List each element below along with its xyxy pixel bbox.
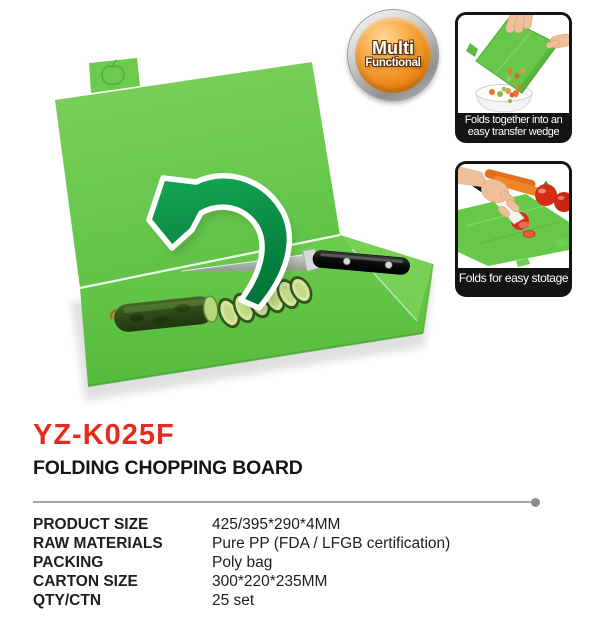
spec-label: PACKING [33, 554, 104, 571]
caption-line: Folds together into an [464, 114, 563, 126]
inset-transfer-wedge-photo [458, 15, 569, 113]
spec-value: 425/395*290*4MM [212, 516, 341, 533]
spec-value: Pure PP (FDA / LFGB certification) [212, 535, 451, 552]
caption-line: Folds for easy stotage [458, 271, 569, 285]
spec-row [33, 515, 573, 534]
product-code: YZ-K025F [33, 419, 175, 451]
spec-table [33, 515, 573, 610]
spec-row [33, 572, 573, 591]
inset-easy-storage [455, 161, 572, 297]
product-title: FOLDING CHOPPING BOARD [33, 457, 303, 479]
divider-dot [531, 498, 540, 507]
spec-value: 25 set [212, 592, 255, 609]
badge-face [355, 17, 431, 93]
spec-value: Poly bag [212, 554, 273, 571]
badge-text-line2: Functional [365, 57, 421, 69]
spec-label: CARTON SIZE [33, 573, 138, 590]
inset-caption [458, 113, 569, 138]
spec-row [33, 591, 573, 610]
inset-transfer-wedge [455, 12, 572, 143]
spec-row [33, 534, 573, 553]
product-info [33, 419, 573, 610]
divider-line [33, 501, 538, 503]
spec-row [33, 553, 573, 572]
inset-caption [458, 268, 569, 285]
spec-value: 300*220*235MM [212, 573, 328, 590]
spec-label: PRODUCT SIZE [33, 516, 149, 533]
spec-label: QTY/CTN [33, 592, 102, 609]
spec-label: RAW MATERIALS [33, 535, 163, 552]
badge-text-line1: Multi [372, 38, 414, 58]
inset-easy-storage-photo [458, 164, 569, 268]
caption-line: easy transfer wedge [467, 125, 560, 138]
multi-functional-badge [348, 10, 438, 100]
